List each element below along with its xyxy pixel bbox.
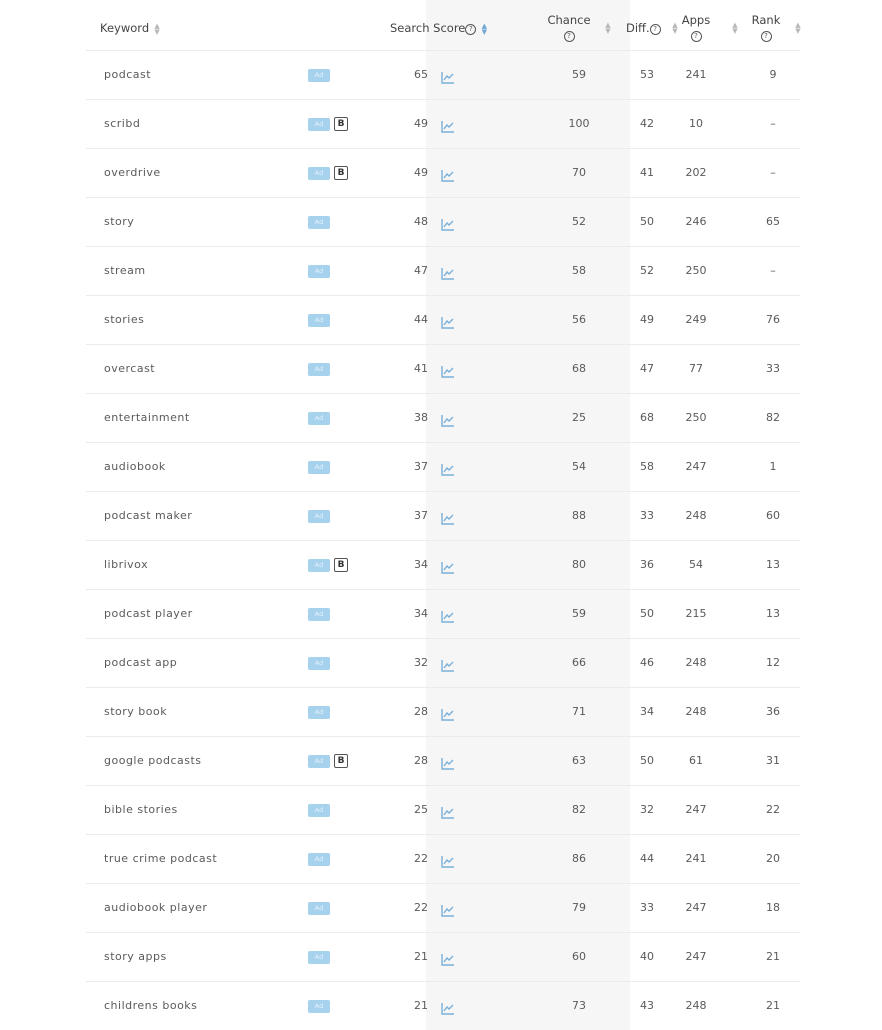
apps-cell: 246 <box>685 215 707 228</box>
keyword-cell[interactable]: podcast <box>104 68 152 81</box>
keyword-cell[interactable]: scribd <box>104 117 141 130</box>
keyword-cell[interactable]: childrens books <box>104 999 198 1012</box>
sort-icon[interactable]: ▲ ▼ <box>154 21 160 36</box>
keyword-cell[interactable]: stream <box>104 264 146 277</box>
diff-cell: 32 <box>640 803 654 816</box>
keyword-cell[interactable]: audiobook <box>104 460 166 473</box>
chance-cell: 59 <box>572 607 586 620</box>
diff-cell: 44 <box>640 852 654 865</box>
table-row[interactable] <box>86 99 800 148</box>
ad-badge: Ad <box>308 853 330 866</box>
ad-badge: Ad <box>308 951 330 964</box>
chart-icon[interactable] <box>441 853 454 865</box>
table-row[interactable] <box>86 442 800 491</box>
apps-cell: 61 <box>689 754 703 767</box>
rank-cell: – <box>770 166 776 179</box>
chance-cell: 100 <box>568 117 590 130</box>
apps-cell: 54 <box>689 558 703 571</box>
search-score-cell: 21 <box>414 950 428 963</box>
keyword-cell[interactable]: stories <box>104 313 145 326</box>
ad-badge: Ad <box>308 69 330 82</box>
diff-cell: 34 <box>640 705 654 718</box>
diff-cell: 41 <box>640 166 654 179</box>
apps-cell: 10 <box>689 117 703 130</box>
diff-cell: 50 <box>640 607 654 620</box>
diff-cell: 36 <box>640 558 654 571</box>
chance-cell: 25 <box>572 411 586 424</box>
ad-badge: Ad <box>308 363 330 376</box>
brand-badge: B <box>334 558 348 572</box>
diff-cell: 43 <box>640 999 654 1012</box>
rank-cell: – <box>770 117 776 130</box>
search-score-cell: 34 <box>414 607 428 620</box>
keyword-cell[interactable]: story <box>104 215 135 228</box>
diff-cell: 50 <box>640 215 654 228</box>
chart-icon[interactable] <box>441 69 454 81</box>
apps-cell: 248 <box>685 999 707 1012</box>
table-row[interactable] <box>86 638 800 687</box>
diff-cell: 46 <box>640 656 654 669</box>
help-icon[interactable]: ? <box>650 24 661 35</box>
sort-icon[interactable]: ▲ ▼ <box>481 21 488 36</box>
keyword-cell[interactable]: true crime podcast <box>104 852 218 865</box>
table-row[interactable] <box>86 785 800 834</box>
search-score-cell: 32 <box>414 656 428 669</box>
chance-cell: 68 <box>572 362 586 375</box>
diff-cell: 50 <box>640 754 654 767</box>
chance-cell: 86 <box>572 852 586 865</box>
keyword-cell[interactable]: podcast maker <box>104 509 193 522</box>
keyword-cell[interactable]: librivox <box>104 558 149 571</box>
search-score-cell: 37 <box>414 460 428 473</box>
search-score-cell: 28 <box>414 705 428 718</box>
column-header-apps[interactable]: Apps ? <box>681 13 711 40</box>
brand-badge: B <box>334 754 348 768</box>
diff-cell: 53 <box>640 68 654 81</box>
table-row[interactable] <box>86 246 800 295</box>
diff-cell: 40 <box>640 950 654 963</box>
apps-cell: 77 <box>689 362 703 375</box>
table-row[interactable] <box>86 736 800 785</box>
chance-cell: 73 <box>572 999 586 1012</box>
table-row[interactable] <box>86 197 800 246</box>
search-score-cell: 41 <box>414 362 428 375</box>
sort-icon[interactable]: ▲ ▼ <box>605 21 611 35</box>
keyword-cell[interactable]: story apps <box>104 950 167 963</box>
column-header-search-score[interactable]: Search Score ? ▲ ▼ <box>390 21 488 36</box>
search-score-cell: 22 <box>414 852 428 865</box>
search-score-cell: 44 <box>414 313 428 326</box>
keyword-cell[interactable]: overdrive <box>104 166 161 179</box>
diff-cell: 68 <box>640 411 654 424</box>
rank-cell: – <box>770 264 776 277</box>
table-row[interactable] <box>86 393 800 442</box>
keyword-table <box>86 0 800 1030</box>
chart-icon[interactable] <box>441 902 454 914</box>
apps-cell: 241 <box>685 68 707 81</box>
help-icon[interactable]: ? <box>564 31 575 42</box>
search-score-cell: 49 <box>414 166 428 179</box>
keyword-cell[interactable]: google podcasts <box>104 754 202 767</box>
chance-cell: 66 <box>572 656 586 669</box>
diff-cell: 49 <box>640 313 654 326</box>
table-row[interactable] <box>86 344 800 393</box>
apps-cell: 241 <box>685 852 707 865</box>
table-body <box>86 50 800 1030</box>
ad-badge: Ad <box>308 216 330 229</box>
sort-icon[interactable]: ▲ ▼ <box>672 21 678 35</box>
chance-cell: 71 <box>572 705 586 718</box>
search-score-cell: 25 <box>414 803 428 816</box>
ad-badge: Ad <box>308 1000 330 1013</box>
table-row[interactable] <box>86 834 800 883</box>
rank-cell: 65 <box>766 215 780 228</box>
table-row[interactable] <box>86 50 800 99</box>
table-row[interactable] <box>86 589 800 638</box>
rank-cell: 31 <box>766 754 780 767</box>
chance-cell: 63 <box>572 754 586 767</box>
apps-cell: 247 <box>685 803 707 816</box>
ad-badge: Ad <box>308 755 330 768</box>
rank-cell: 13 <box>766 607 780 620</box>
apps-cell: 247 <box>685 901 707 914</box>
rank-cell: 18 <box>766 901 780 914</box>
rank-cell: 9 <box>769 68 777 81</box>
apps-cell: 247 <box>685 950 707 963</box>
help-icon[interactable]: ? <box>465 24 476 35</box>
ad-badge: Ad <box>308 608 330 621</box>
ad-badge: Ad <box>308 461 330 474</box>
rank-cell: 76 <box>766 313 780 326</box>
table-row[interactable] <box>86 883 800 932</box>
chance-cell: 59 <box>572 68 586 81</box>
ad-badge: Ad <box>308 314 330 327</box>
chart-icon[interactable] <box>441 755 454 767</box>
diff-cell: 33 <box>640 901 654 914</box>
chance-cell: 52 <box>572 215 586 228</box>
column-header-diff[interactable]: Diff. ? <box>626 21 661 36</box>
search-score-cell: 47 <box>414 264 428 277</box>
rank-cell: 12 <box>766 656 780 669</box>
chart-icon[interactable] <box>441 804 454 816</box>
search-score-cell: 65 <box>414 68 428 81</box>
keyword-cell[interactable]: story book <box>104 705 168 718</box>
column-header-keyword[interactable]: Keyword ▲ ▼ <box>100 21 160 36</box>
rank-cell: 20 <box>766 852 780 865</box>
diff-cell: 33 <box>640 509 654 522</box>
apps-cell: 249 <box>685 313 707 326</box>
chart-icon[interactable] <box>441 167 454 179</box>
chart-icon[interactable] <box>441 608 454 620</box>
search-score-cell: 21 <box>414 999 428 1012</box>
chart-icon[interactable] <box>441 412 454 424</box>
search-score-cell: 37 <box>414 509 428 522</box>
chance-cell: 70 <box>572 166 586 179</box>
rank-cell: 1 <box>769 460 777 473</box>
chance-cell: 56 <box>572 313 586 326</box>
rank-cell: 13 <box>766 558 780 571</box>
chance-cell: 60 <box>572 950 586 963</box>
chart-icon[interactable] <box>441 461 454 473</box>
chance-cell: 58 <box>572 264 586 277</box>
rank-cell: 36 <box>766 705 780 718</box>
chance-cell: 80 <box>572 558 586 571</box>
chart-icon[interactable] <box>441 951 454 963</box>
chart-icon[interactable] <box>441 510 454 522</box>
rank-cell: 60 <box>766 509 780 522</box>
help-icon[interactable]: ? <box>691 31 702 42</box>
table-row[interactable] <box>86 687 800 736</box>
apps-cell: 248 <box>685 509 707 522</box>
search-score-cell: 22 <box>414 901 428 914</box>
search-score-cell: 38 <box>414 411 428 424</box>
keyword-cell[interactable]: entertainment <box>104 411 190 424</box>
keyword-cell[interactable]: podcast player <box>104 607 193 620</box>
table-row[interactable] <box>86 148 800 197</box>
brand-badge: B <box>334 166 348 180</box>
chart-icon[interactable] <box>441 265 454 277</box>
diff-cell: 52 <box>640 264 654 277</box>
keyword-cell[interactable]: overcast <box>104 362 156 375</box>
table-row[interactable] <box>86 981 800 1030</box>
help-icon[interactable]: ? <box>761 31 772 42</box>
chart-icon[interactable] <box>441 657 454 669</box>
ad-badge: Ad <box>308 657 330 670</box>
search-score-cell: 34 <box>414 558 428 571</box>
chart-icon[interactable] <box>441 706 454 718</box>
column-header-rank[interactable]: Rank ? <box>751 13 781 40</box>
chance-cell: 82 <box>572 803 586 816</box>
sort-icon[interactable]: ▲ ▼ <box>732 21 738 35</box>
chart-icon[interactable] <box>441 216 454 228</box>
brand-badge: B <box>334 117 348 131</box>
table-row[interactable] <box>86 932 800 981</box>
rank-cell: 22 <box>766 803 780 816</box>
rank-cell: 21 <box>766 950 780 963</box>
chance-cell: 54 <box>572 460 586 473</box>
diff-cell: 47 <box>640 362 654 375</box>
diff-cell: 58 <box>640 460 654 473</box>
apps-cell: 248 <box>685 705 707 718</box>
table-header <box>86 0 800 50</box>
ad-badge: Ad <box>308 118 330 131</box>
ad-badge: Ad <box>308 902 330 915</box>
ad-badge: Ad <box>308 706 330 719</box>
ad-badge: Ad <box>308 559 330 572</box>
keyword-cell[interactable]: bible stories <box>104 803 178 816</box>
rank-cell: 21 <box>766 999 780 1012</box>
apps-cell: 250 <box>685 411 707 424</box>
table-row[interactable] <box>86 491 800 540</box>
keyword-cell[interactable]: audiobook player <box>104 901 208 914</box>
column-header-chance[interactable]: Chance ? <box>547 13 591 40</box>
rank-cell: 33 <box>766 362 780 375</box>
diff-cell: 42 <box>640 117 654 130</box>
ad-badge: Ad <box>308 412 330 425</box>
ad-badge: Ad <box>308 167 330 180</box>
sort-icon[interactable]: ▲ ▼ <box>795 21 801 35</box>
chart-icon[interactable] <box>441 314 454 326</box>
chart-icon[interactable] <box>441 363 454 375</box>
chart-icon[interactable] <box>441 559 454 571</box>
apps-cell: 215 <box>685 607 707 620</box>
search-score-cell: 48 <box>414 215 428 228</box>
apps-cell: 250 <box>685 264 707 277</box>
search-score-cell: 49 <box>414 117 428 130</box>
ad-badge: Ad <box>308 265 330 278</box>
chance-cell: 79 <box>572 901 586 914</box>
chance-cell: 88 <box>572 509 586 522</box>
apps-cell: 202 <box>685 166 707 179</box>
table-row[interactable] <box>86 540 800 589</box>
ad-badge: Ad <box>308 804 330 817</box>
chart-icon[interactable] <box>441 1000 454 1012</box>
search-score-cell: 28 <box>414 754 428 767</box>
table-row[interactable] <box>86 295 800 344</box>
apps-cell: 247 <box>685 460 707 473</box>
apps-cell: 248 <box>685 656 707 669</box>
ad-badge: Ad <box>308 510 330 523</box>
chart-icon[interactable] <box>441 118 454 130</box>
keyword-cell[interactable]: podcast app <box>104 656 178 669</box>
rank-cell: 82 <box>766 411 780 424</box>
